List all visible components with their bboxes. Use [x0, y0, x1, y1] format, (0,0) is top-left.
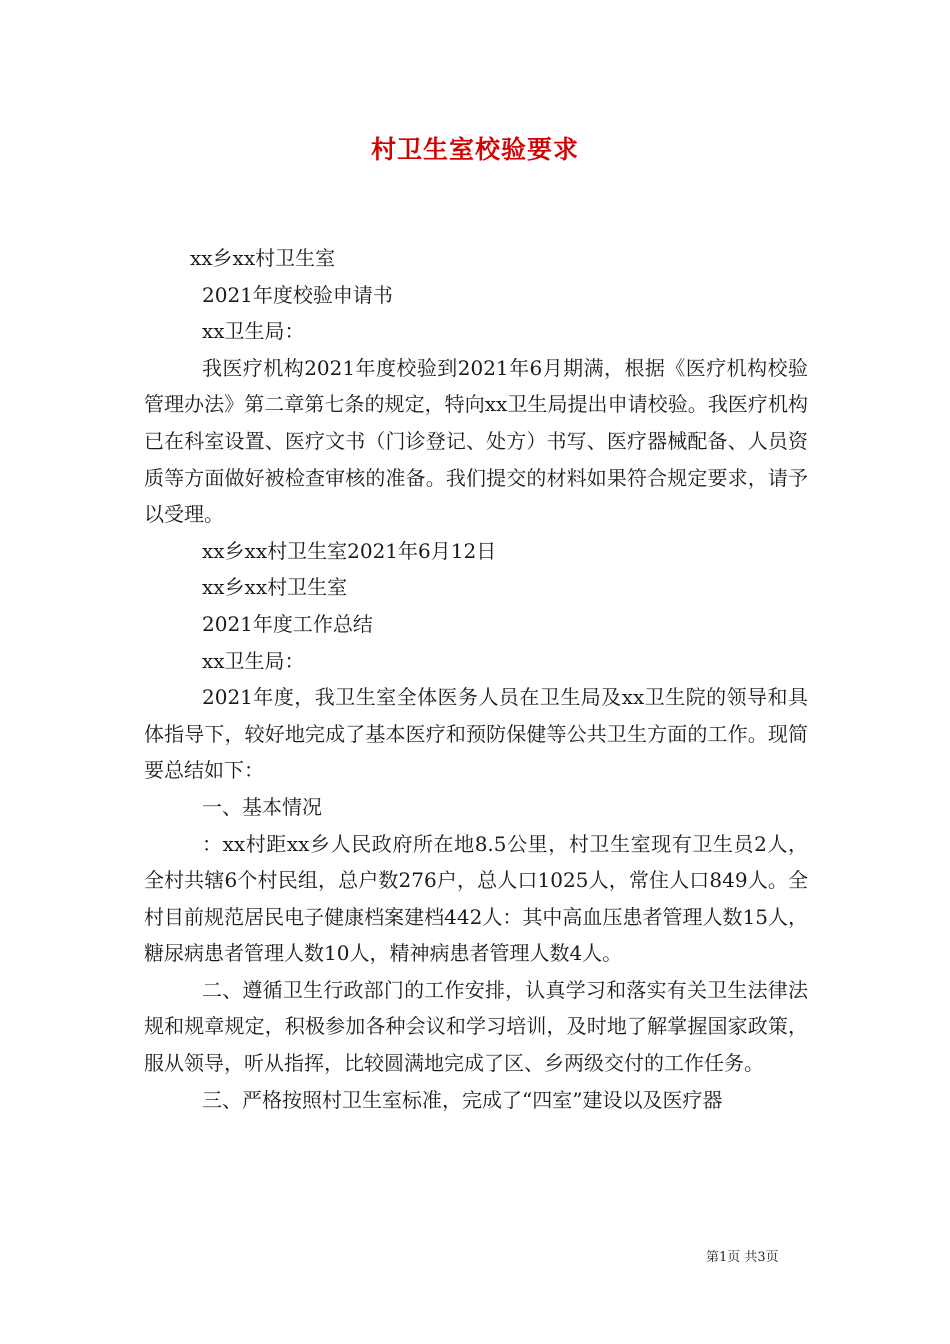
section-two-paragraph: 二、遵循卫生行政部门的工作安排，认真学习和落实有关卫生法律法规和规章规定，积极参加各种会议和学习培训，及时地了解掌握国家政策，服从领导，听从指挥，比较圆满地完成了区、乡两级交付的工作任务。 [144, 977, 808, 1076]
salutation-line-2: xx卫生局： [202, 648, 305, 673]
summary-intro-paragraph: 2021年度，我卫生室全体医务人员在卫生局及xx卫生院的领导和具体指导下，较好地完成了基本医疗和预防保健等公共卫生方面的工作。现简要总结如下： [144, 685, 808, 783]
clinic-name-line: xx乡xx村卫生室 [190, 246, 336, 270]
application-title-line: 2021年度校验申请书 [202, 282, 393, 307]
signature-date-line: xx乡xx村卫生室2021年6月12日 [202, 538, 497, 563]
section-three-paragraph: 三、严格按照村卫生室标准，完成了“四室”建设以及医疗器 [202, 1087, 723, 1112]
salutation-line: xx卫生局： [202, 319, 305, 344]
summary-title-line: 2021年度工作总结 [202, 611, 373, 636]
document-body [144, 240, 808, 1118]
basic-info-paragraph: ：xx村距xx乡人民政府所在地8.5公里，村卫生室现有卫生员2人，全村共辖6个村民组，总户数276户，总人口1025人，常住人口849人。全村目前规范居民电子健康档案建档442人：其中高血压患者管理人数15人，糖尿病患者管理人数10人，精神病患者管理人数4人。 [144, 831, 808, 966]
page-number: 第1页 共3页 [706, 1250, 779, 1265]
clinic-name-line-2: xx乡xx村卫生室 [202, 575, 348, 600]
document-title: 村卫生室校验要求 [370, 135, 579, 164]
section-heading-basic: 一、基本情况 [202, 794, 322, 819]
application-paragraph: 我医疗机构2021年度校验到2021年6月期满，根据《医疗机构校验管理办法》第二章第七条的规定，特向xx卫生局提出申请校验。我医疗机构已在科室设置、医疗文书（门诊登记、处方）书写、医疗器械配备、人员资质等方面做好被检查审核的准备。我们提交的材料如果符合规定要求，请予以受理。 [144, 355, 808, 527]
